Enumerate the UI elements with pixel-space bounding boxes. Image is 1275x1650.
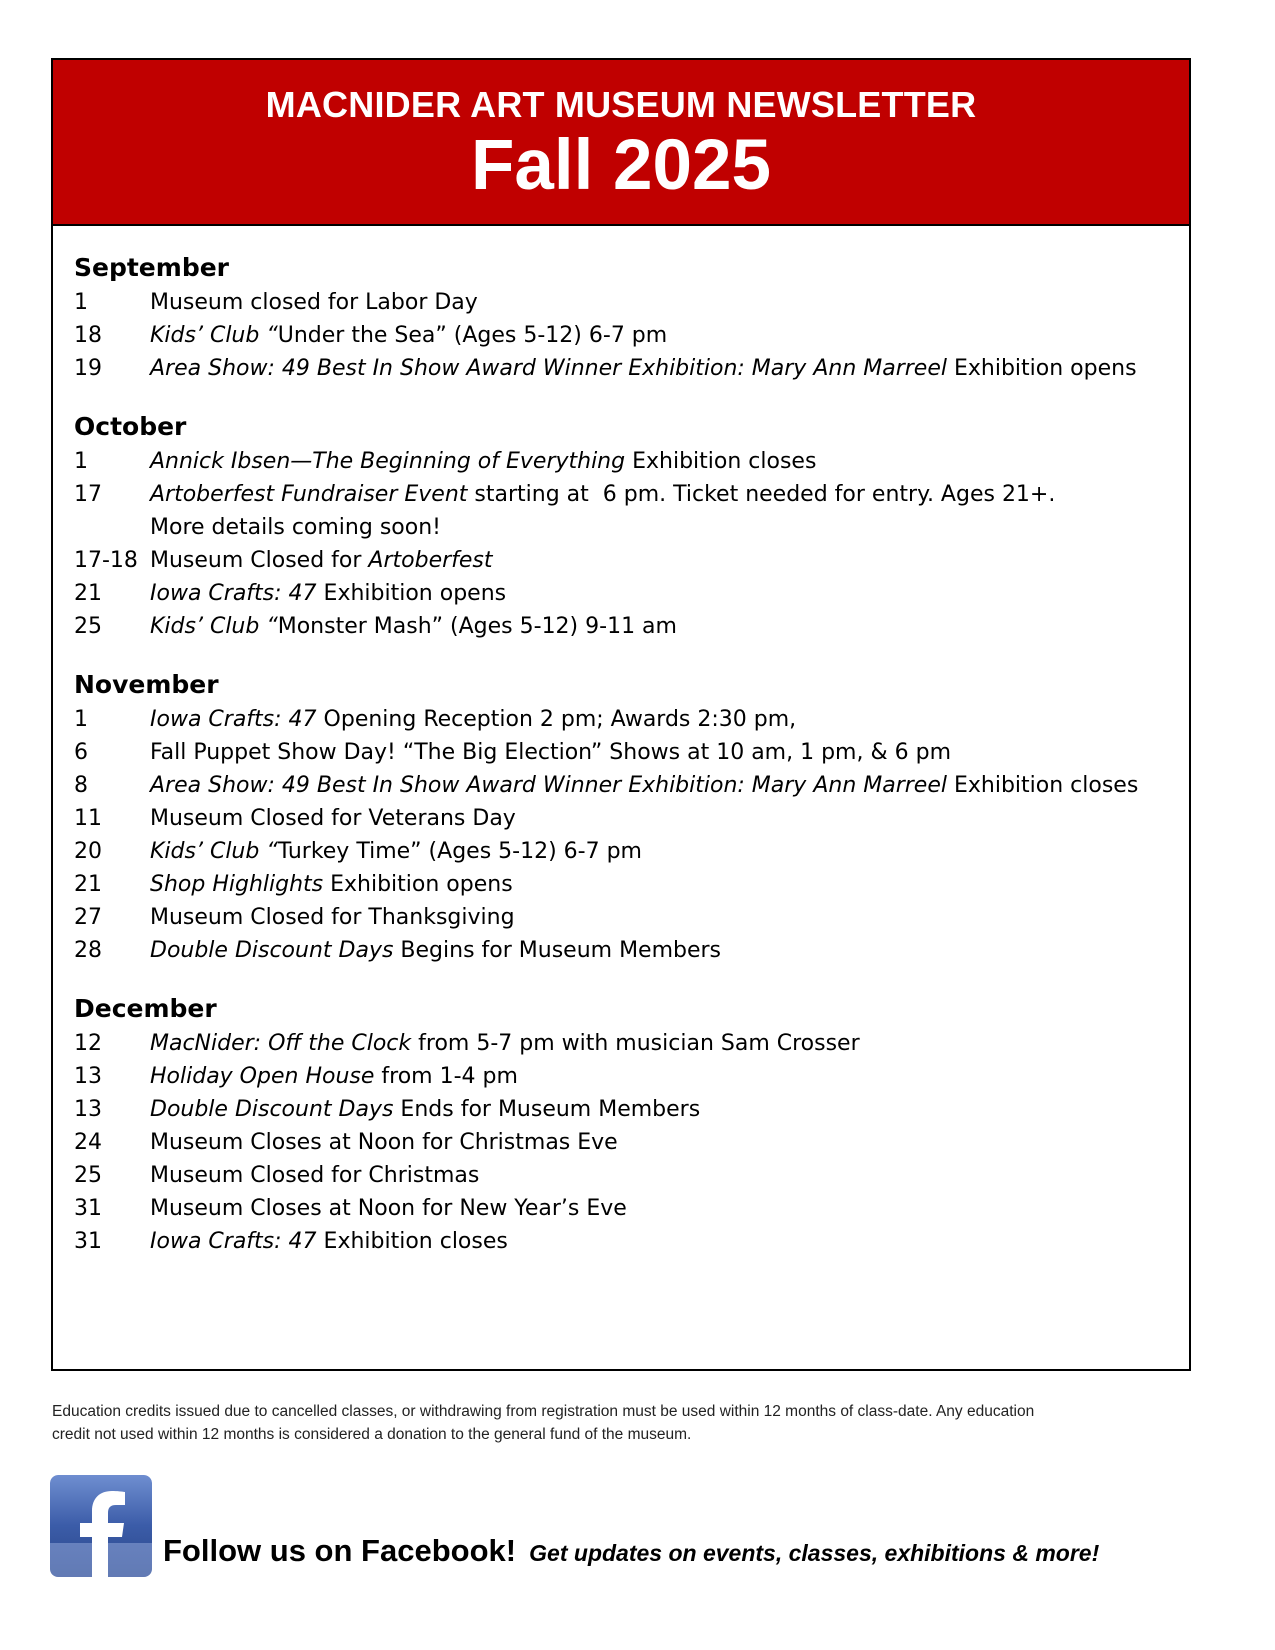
event-text: Double Discount Days xyxy=(150,1097,394,1122)
newsletter-frame xyxy=(51,58,1191,1371)
event-day: 17 xyxy=(74,482,102,507)
event-text: Museum Closed for xyxy=(150,548,369,573)
event-row xyxy=(74,1060,1174,1093)
event-text: Monster Mash” (Ages 5-12) 9-11 am xyxy=(277,614,677,639)
facebook-follow xyxy=(163,1533,1099,1569)
event-text: MacNider: Off the Clock xyxy=(150,1031,412,1056)
event-text: Exhibition opens xyxy=(323,872,513,897)
event-text: Museum Closes at Noon for Christmas Eve xyxy=(150,1130,618,1155)
event-day: 1 xyxy=(74,449,88,474)
note-line-1: Education credits issued due to cancelled classes, or withdrawing from registration must be used within 12 months of class-date. Any education xyxy=(52,1403,1035,1420)
follow-us-text[interactable]: Follow us on Facebook! xyxy=(163,1533,517,1568)
event-row xyxy=(74,478,1174,511)
event-text: Museum Closed for Christmas xyxy=(150,1163,480,1188)
event-description xyxy=(150,286,1174,319)
event-text: Under the Sea” (Ages 5-12) 6-7 pm xyxy=(277,323,668,348)
event-text: Artoberfest xyxy=(368,548,493,573)
event-text: Exhibition closes xyxy=(316,1229,508,1254)
event-row xyxy=(74,511,1174,544)
note-line-2: credit not used within 12 months is considered a donation to the general fund of the museum. xyxy=(52,1426,692,1443)
event-day: 21 xyxy=(74,872,102,897)
event-description xyxy=(150,1192,1174,1225)
event-row xyxy=(74,610,1174,643)
event-day: 17-18 xyxy=(74,548,138,573)
event-row xyxy=(74,577,1174,610)
event-day: 27 xyxy=(74,905,102,930)
event-day: 11 xyxy=(74,806,102,831)
event-text: Area Show: 49 Best In Show Award Winner Exhibition: Mary Ann Marreel xyxy=(150,773,947,798)
event-row xyxy=(74,1192,1174,1225)
event-row xyxy=(74,1225,1174,1258)
month-heading: September xyxy=(74,253,229,282)
event-row xyxy=(74,1093,1174,1126)
event-text: Museum Closed for Thanksgiving xyxy=(150,905,515,930)
event-day xyxy=(74,511,150,544)
event-row xyxy=(74,901,1174,934)
event-day: 31 xyxy=(74,1229,102,1254)
education-credit-note xyxy=(52,1400,1182,1446)
event-description xyxy=(150,352,1174,385)
event-text: Iowa Crafts: 47 xyxy=(150,1229,317,1254)
event-description xyxy=(150,1027,1174,1060)
event-row xyxy=(74,835,1174,868)
event-text: Exhibition closes xyxy=(625,449,817,474)
event-day: 1 xyxy=(74,290,88,315)
event-day: 12 xyxy=(74,1031,102,1056)
event-day: 20 xyxy=(74,839,102,864)
event-description xyxy=(150,703,1174,736)
event-row xyxy=(74,1159,1174,1192)
event-text: More details coming soon! xyxy=(150,515,441,540)
event-description xyxy=(150,1060,1174,1093)
event-text: Area Show: 49 Best In Show Award Winner Exhibition: Mary Ann Marreel xyxy=(150,356,947,381)
month-heading: November xyxy=(74,670,219,699)
month-section xyxy=(74,409,1174,643)
event-day: 31 xyxy=(74,1196,102,1221)
event-row xyxy=(74,544,1174,577)
event-text: Museum closed for Labor Day xyxy=(150,290,478,315)
event-description xyxy=(150,577,1174,610)
month-section xyxy=(74,991,1174,1258)
event-text: starting at 6 pm. Ticket needed for entry. Ages 21+. xyxy=(467,482,1056,507)
event-text: Kids’ Club “ xyxy=(150,323,278,348)
month-heading: December xyxy=(74,994,217,1023)
event-description xyxy=(150,445,1174,478)
event-description xyxy=(150,868,1174,901)
event-text: Kids’ Club “ xyxy=(150,839,278,864)
event-description xyxy=(150,835,1174,868)
event-day: 18 xyxy=(74,323,102,348)
event-description xyxy=(150,901,1174,934)
event-row xyxy=(74,802,1174,835)
event-text: from 1-4 pm xyxy=(374,1064,518,1089)
event-description xyxy=(150,736,1174,769)
event-day: 28 xyxy=(74,938,102,963)
newsletter-season: Fall 2025 xyxy=(471,126,771,205)
event-text: Opening Reception 2 pm; Awards 2:30 pm, xyxy=(316,707,797,732)
event-row xyxy=(74,1027,1174,1060)
event-text: Artoberfest Fundraiser Event xyxy=(150,482,468,507)
event-text: Iowa Crafts: 47 xyxy=(150,707,317,732)
month-heading: October xyxy=(74,412,187,441)
event-row xyxy=(74,286,1174,319)
event-text: Double Discount Days xyxy=(150,938,394,963)
follow-tagline: Get updates on events, classes, exhibitions & more! xyxy=(529,1540,1100,1566)
event-day: 13 xyxy=(74,1064,102,1089)
event-day: 19 xyxy=(74,356,102,381)
event-day: 6 xyxy=(74,740,88,765)
event-row xyxy=(74,703,1174,736)
event-text: Exhibition opens xyxy=(946,356,1137,381)
event-row xyxy=(74,769,1174,802)
event-description xyxy=(150,769,1174,802)
event-description xyxy=(150,1159,1174,1192)
event-row xyxy=(74,352,1174,385)
event-text: Holiday Open House xyxy=(150,1064,375,1089)
event-day: 25 xyxy=(74,1163,102,1188)
facebook-icon[interactable] xyxy=(50,1475,152,1577)
event-row xyxy=(74,868,1174,901)
event-description xyxy=(150,1093,1174,1126)
newsletter-title: MACNIDER ART MUSEUM NEWSLETTER xyxy=(265,84,977,125)
event-text: Annick Ibsen—The Beginning of Everything xyxy=(150,449,626,474)
event-row xyxy=(74,445,1174,478)
event-day: 21 xyxy=(74,581,102,606)
event-text: Exhibition opens xyxy=(316,581,507,606)
event-text: Shop Highlights xyxy=(150,872,324,897)
event-description xyxy=(150,544,1174,577)
events-calendar xyxy=(74,250,1174,1282)
event-text: Turkey Time” (Ages 5-12) 6-7 pm xyxy=(277,839,642,864)
event-day: 24 xyxy=(74,1130,102,1155)
event-text: Iowa Crafts: 47 xyxy=(150,581,317,606)
month-section xyxy=(74,667,1174,967)
event-text: Begins for Museum Members xyxy=(393,938,722,963)
event-text: Museum Closed for Veterans Day xyxy=(150,806,516,831)
header-banner xyxy=(53,60,1189,226)
event-description xyxy=(150,1126,1174,1159)
event-description xyxy=(150,802,1174,835)
event-description xyxy=(150,319,1174,352)
event-text: Exhibition closes xyxy=(946,773,1139,798)
event-day: 8 xyxy=(74,773,88,798)
month-section xyxy=(74,250,1174,385)
event-description xyxy=(150,610,1174,643)
event-text: Kids’ Club “ xyxy=(150,614,278,639)
event-row xyxy=(74,934,1174,967)
event-text: Fall Puppet Show Day! “The Big Election” Shows at 10 am, 1 pm, & 6 pm xyxy=(150,740,952,765)
event-text: Museum Closes at Noon for New Year’s Eve xyxy=(150,1196,627,1221)
event-description xyxy=(150,934,1174,967)
event-text: from 5-7 pm with musician Sam Crosser xyxy=(411,1031,860,1056)
event-row xyxy=(74,319,1174,352)
event-text: Ends for Museum Members xyxy=(393,1097,701,1122)
event-description xyxy=(150,511,1174,544)
event-day: 25 xyxy=(74,614,102,639)
event-description xyxy=(150,478,1174,511)
event-day: 13 xyxy=(74,1097,102,1122)
event-row xyxy=(74,736,1174,769)
event-day: 1 xyxy=(74,707,88,732)
event-description xyxy=(150,1225,1174,1258)
event-row xyxy=(74,1126,1174,1159)
